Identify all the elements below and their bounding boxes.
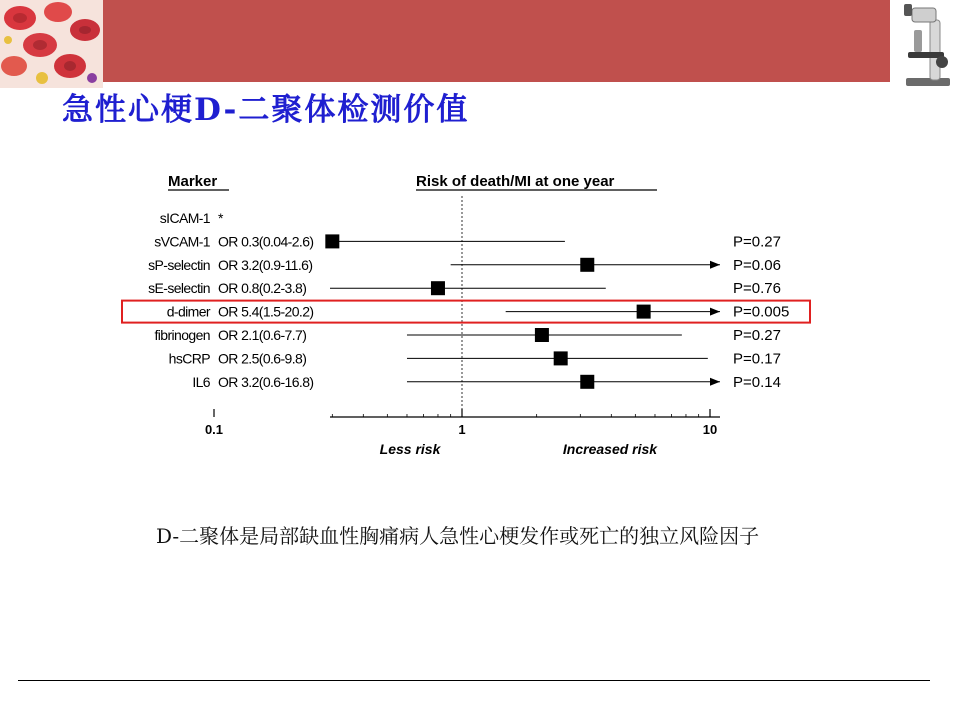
p-value-label: P=0.27 xyxy=(733,233,781,251)
increased-risk-label: Increased risk xyxy=(562,441,658,457)
marker-header: Marker xyxy=(168,173,218,190)
footer-divider xyxy=(18,680,930,681)
ci-arrow xyxy=(710,308,720,316)
chart-title: Risk of death/MI at one year xyxy=(416,173,615,190)
forest-plot xyxy=(110,160,830,470)
or-label: OR 2.5(0.6-9.8) xyxy=(218,350,307,367)
x-tick-label: 0.1 xyxy=(204,422,224,437)
point-estimate xyxy=(580,375,594,389)
ci-arrow xyxy=(710,378,720,386)
marker-label: hsCRP xyxy=(168,350,210,367)
p-value-label: P=0.76 xyxy=(733,280,781,298)
point-estimate xyxy=(554,351,568,365)
marker-label: fibrinogen xyxy=(154,327,210,343)
p-value-label: P=0.005 xyxy=(733,303,790,321)
less-risk-label: Less risk xyxy=(379,441,441,457)
header-banner xyxy=(103,0,890,82)
point-estimate xyxy=(637,305,651,319)
point-estimate xyxy=(431,281,445,295)
or-label: OR 0.3(0.04-2.6) xyxy=(218,233,314,250)
marker-label: sE-selectin xyxy=(148,280,210,297)
slide-title: 急性心梗D-二聚体检测价值 xyxy=(62,92,470,128)
point-estimate xyxy=(325,234,339,248)
point-estimate xyxy=(580,258,594,272)
marker-label: d-dimer xyxy=(166,303,210,320)
blood-cells-image xyxy=(0,0,103,88)
p-value-label: P=0.17 xyxy=(733,350,781,368)
point-estimate xyxy=(535,328,549,342)
x-tick-label: 10 xyxy=(702,422,718,437)
marker-label: sICAM-1 xyxy=(159,210,210,226)
slide-caption: D-二聚体是局部缺血性胸痛病人急性心梗发作或死亡的独立风险因子 xyxy=(156,524,760,548)
p-value-label: P=0.14 xyxy=(733,373,781,391)
ci-arrow xyxy=(710,261,720,269)
or-label: OR 5.4(1.5-20.2) xyxy=(218,303,314,320)
p-value-label: P=0.06 xyxy=(733,256,781,274)
x-tick-label: 1 xyxy=(458,422,466,437)
or-label: OR 0.8(0.2-3.8) xyxy=(218,280,307,297)
microscope-image xyxy=(890,0,960,90)
marker-label: IL6 xyxy=(192,373,210,390)
p-value-label: P=0.27 xyxy=(733,327,781,344)
or-label: OR 3.2(0.9-11.6) xyxy=(218,256,313,273)
or-label: * xyxy=(218,210,223,226)
or-label: OR 3.2(0.6-16.8) xyxy=(218,373,314,390)
marker-label: sVCAM-1 xyxy=(154,233,210,250)
or-label: OR 2.1(0.6-7.7) xyxy=(218,327,307,343)
marker-label: sP-selectin xyxy=(148,256,210,273)
